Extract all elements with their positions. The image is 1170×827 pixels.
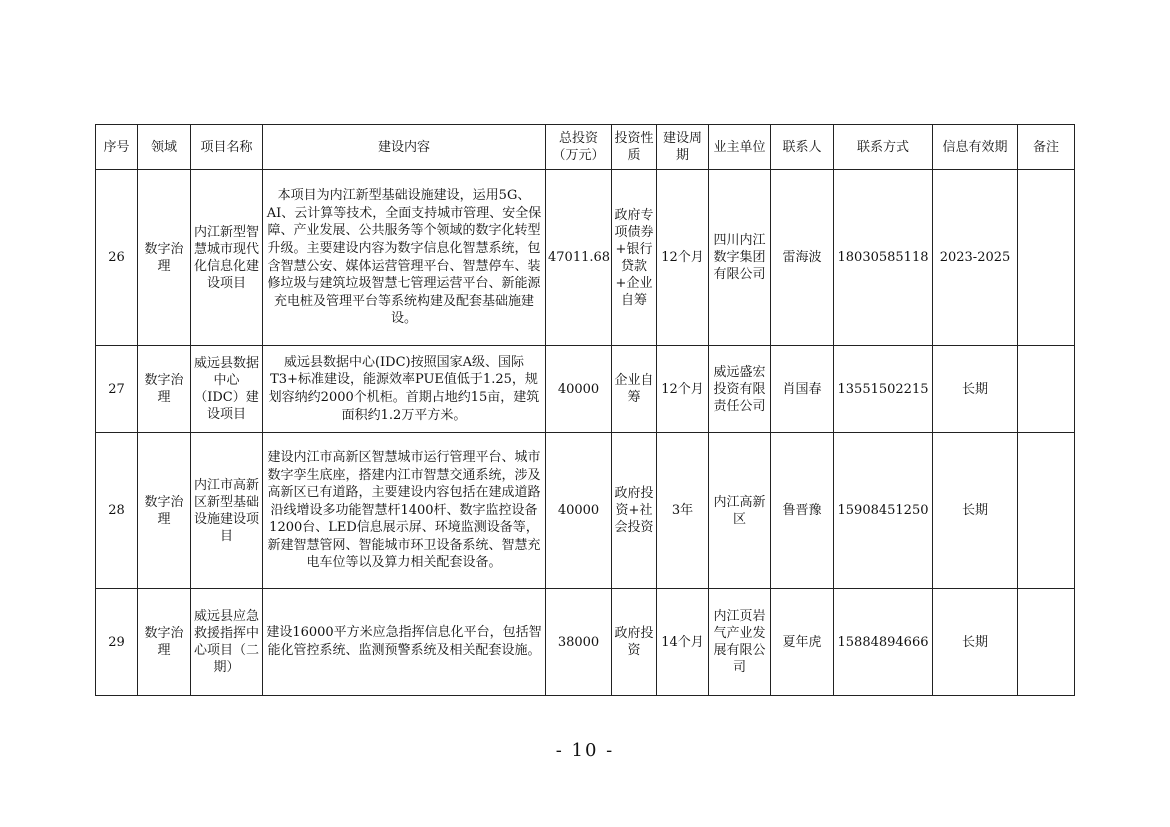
cell-phone: 15884894666 bbox=[834, 589, 933, 696]
header-content: 建设内容 bbox=[263, 125, 546, 170]
cell-remark bbox=[1018, 589, 1075, 696]
table-row bbox=[96, 589, 1075, 696]
cell-owner: 内江高新区 bbox=[709, 433, 771, 589]
cell-inv-type: 企业自筹 bbox=[612, 346, 657, 433]
cell-field: 数字治理 bbox=[138, 170, 191, 346]
cell-period: 14个月 bbox=[657, 589, 709, 696]
cell-investment: 38000 bbox=[546, 589, 612, 696]
cell-investment: 40000 bbox=[546, 346, 612, 433]
header-investment: 总投资（万元） bbox=[546, 125, 612, 170]
cell-field: 数字治理 bbox=[138, 433, 191, 589]
header-row bbox=[96, 125, 1075, 170]
table-row bbox=[96, 346, 1075, 433]
cell-content: 建设内江市高新区智慧城市运行管理平台、城市数字孪生底座，搭建内江市智慧交通系统，涉及高新区已有道路，主要建设内容包括在建成道路沿线增设多功能智慧杆1400杆、数字监控设备1200台、LED信息展示屏、环境监测设备等，新建智慧管网、智能城市环卫设备系统、智慧充电车位等以及算力相关配套设备。 bbox=[263, 433, 546, 589]
cell-name: 威远县数据中心（IDC）建设项目 bbox=[191, 346, 263, 433]
cell-contact: 雷海波 bbox=[771, 170, 834, 346]
cell-contact: 肖国春 bbox=[771, 346, 834, 433]
header-owner: 业主单位 bbox=[709, 125, 771, 170]
cell-period: 12个月 bbox=[657, 170, 709, 346]
cell-contact: 夏年虎 bbox=[771, 589, 834, 696]
cell-inv-type: 政府投资 bbox=[612, 589, 657, 696]
cell-period: 3年 bbox=[657, 433, 709, 589]
header-field: 领域 bbox=[138, 125, 191, 170]
cell-investment: 47011.68 bbox=[546, 170, 612, 346]
header-remark: 备注 bbox=[1018, 125, 1075, 170]
cell-validity: 2023-2025 bbox=[933, 170, 1018, 346]
cell-seq: 28 bbox=[96, 433, 138, 589]
cell-validity: 长期 bbox=[933, 433, 1018, 589]
cell-inv-type: 政府投资+社会投资 bbox=[612, 433, 657, 589]
header-name: 项目名称 bbox=[191, 125, 263, 170]
cell-investment: 40000 bbox=[546, 433, 612, 589]
header-inv-type: 投资性质 bbox=[612, 125, 657, 170]
table-row bbox=[96, 170, 1075, 346]
cell-owner: 内江页岩气产业发展有限公司 bbox=[709, 589, 771, 696]
cell-phone: 18030585118 bbox=[834, 170, 933, 346]
table-row bbox=[96, 433, 1075, 589]
header-phone: 联系方式 bbox=[834, 125, 933, 170]
cell-remark bbox=[1018, 433, 1075, 589]
cell-phone: 13551502215 bbox=[834, 346, 933, 433]
cell-field: 数字治理 bbox=[138, 589, 191, 696]
cell-validity: 长期 bbox=[933, 589, 1018, 696]
cell-content: 建设16000平方米应急指挥信息化平台，包括智能化管控系统、监测预警系统及相关配套设施。 bbox=[263, 589, 546, 696]
project-table bbox=[95, 124, 1075, 696]
cell-remark bbox=[1018, 170, 1075, 346]
header-period: 建设周期 bbox=[657, 125, 709, 170]
cell-seq: 27 bbox=[96, 346, 138, 433]
cell-owner: 四川内江数字集团有限公司 bbox=[709, 170, 771, 346]
header-validity: 信息有效期 bbox=[933, 125, 1018, 170]
cell-contact: 鲁晋豫 bbox=[771, 433, 834, 589]
cell-owner: 威远盛宏投资有限责任公司 bbox=[709, 346, 771, 433]
cell-content: 威远县数据中心(IDC)按照国家A级、国际T3+标准建设，能源效率PUE值低于1.25，规划容纳约2000个机柜。首期占地约15亩，建筑面积约1.2万平方米。 bbox=[263, 346, 546, 433]
cell-validity: 长期 bbox=[933, 346, 1018, 433]
cell-seq: 26 bbox=[96, 170, 138, 346]
page-number: - 10 - bbox=[555, 740, 615, 761]
cell-seq: 29 bbox=[96, 589, 138, 696]
header-contact: 联系人 bbox=[771, 125, 834, 170]
cell-name: 内江市高新区新型基础设施建设项目 bbox=[191, 433, 263, 589]
cell-inv-type: 政府专项债券+银行贷款+企业自筹 bbox=[612, 170, 657, 346]
header-seq: 序号 bbox=[96, 125, 138, 170]
cell-period: 12个月 bbox=[657, 346, 709, 433]
cell-remark bbox=[1018, 346, 1075, 433]
cell-field: 数字治理 bbox=[138, 346, 191, 433]
cell-content: 本项目为内江新型基础设施建设，运用5G、AI、云计算等技术，全面支持城市管理、安全保障、产业发展、公共服务等个领域的数字化转型升级。主要建设内容为数字信息化智慧系统，包含智慧公安、媒体运营管理平台、智慧停车、装修垃圾与建筑垃圾智慧七管理运营平台、新能源充电桩及管理平台等系统构建及配套基础施建设。 bbox=[263, 170, 546, 346]
cell-phone: 15908451250 bbox=[834, 433, 933, 589]
cell-name: 威远县应急救援指挥中心项目（二期） bbox=[191, 589, 263, 696]
cell-name: 内江新型智慧城市现代化信息化建设项目 bbox=[191, 170, 263, 346]
